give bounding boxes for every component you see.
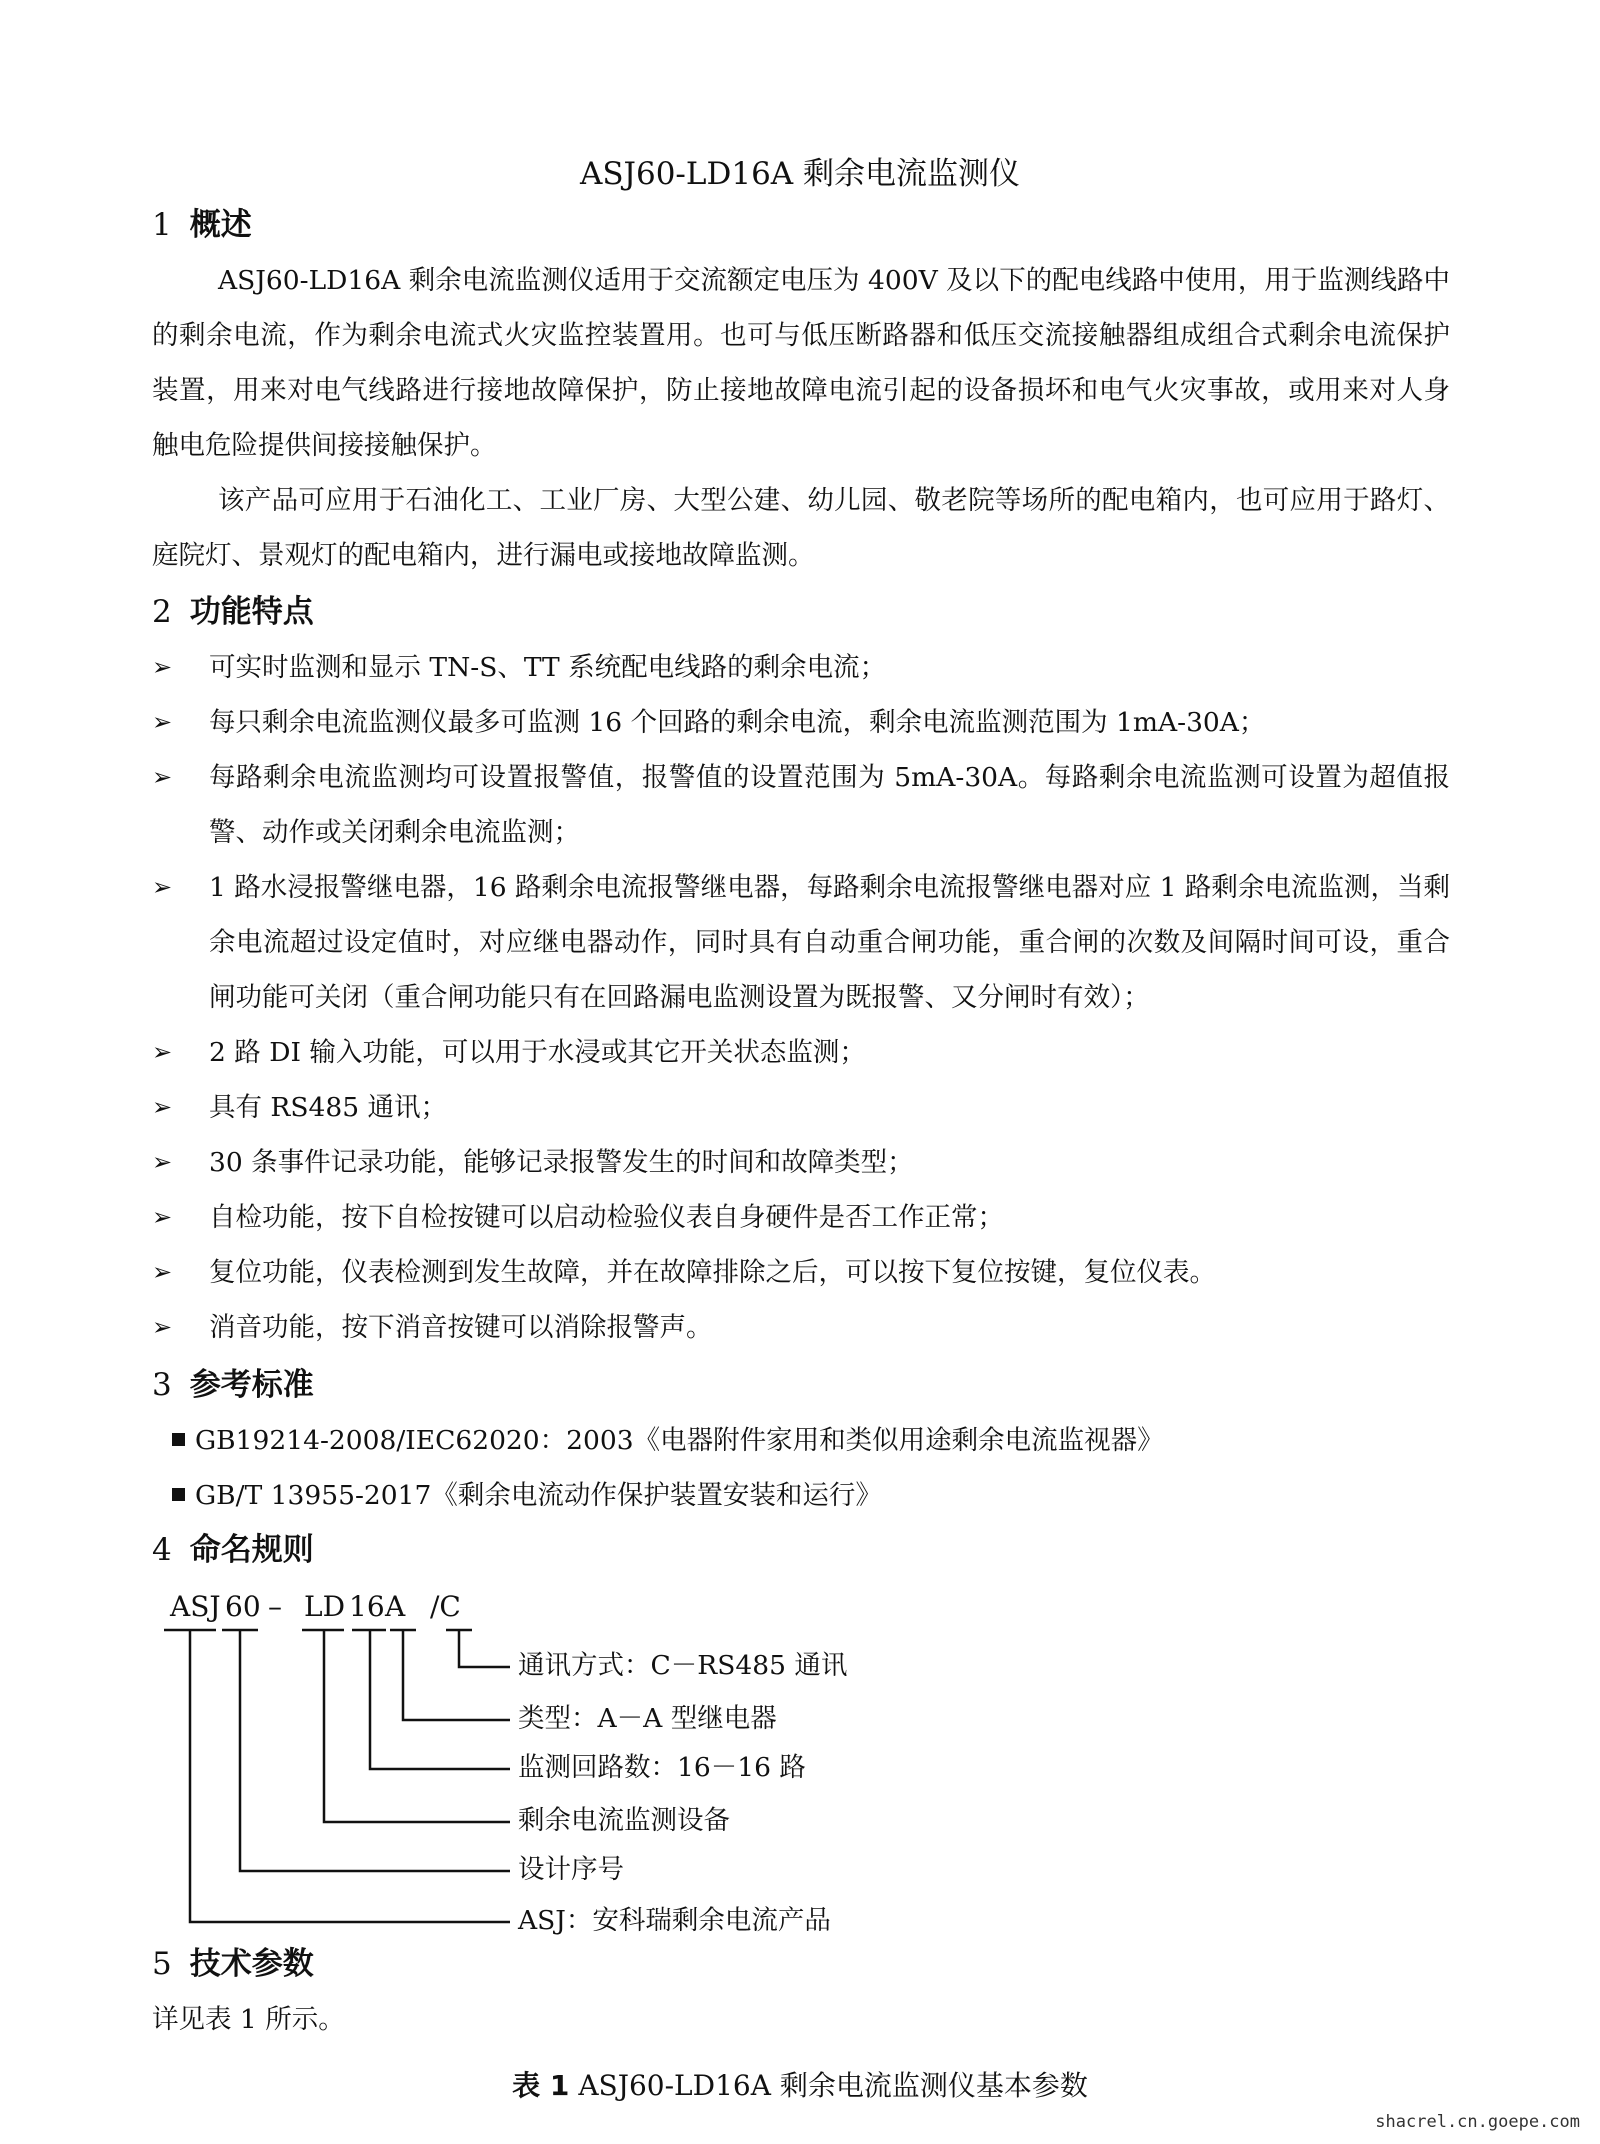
feature-text: 30 条事件记录功能，能够记录报警发生的时间和故障类型；	[209, 1147, 914, 1178]
bullet-arrow-icon: ➢	[152, 1313, 173, 1341]
feature-text: 具有 RS485 通讯；	[209, 1092, 448, 1123]
feature-text: 每只剩余电流监测仪最多可监测 16 个回路的剩余电流，剩余电流监测范围为 1mA-30A；	[209, 707, 1266, 738]
bullet-arrow-icon: ➢	[152, 1203, 173, 1231]
overview-paragraph-1: ASJ60-LD16A 剩余电流监测仪适用于交流额定电压为 400V 及以下的配电线路中使用，用于监测线路中的剩余电流，作为剩余电流式火灾监控装置用。也可与低压断路器和低压交流接触器组成组合式剩余电流保护装置，用来对电气线路进行接地故障保护，防止接地故障电流引起的设备损坏和电气火灾事故，或用来对人身触电危险提供间接接触保护。	[152, 265, 1450, 461]
feature-text: 每路剩余电流监测均可设置报警值，报警值的设置范围为 5mA-30A。每路剩余电流监测可设置为超值报警、动作或关闭剩余电流监测；	[209, 762, 1450, 848]
bullet-arrow-icon: ➢	[152, 763, 173, 791]
naming-label-brand: ASJ：安科瑞剩余电流产品	[518, 1905, 831, 1936]
code-part-a: A	[385, 1590, 406, 1623]
section-title: 技术参数	[189, 1946, 314, 1982]
section-title: 参考标准	[189, 1367, 314, 1403]
feature-text: 1 路水浸报警继电器，16 路剩余电流报警继电器，每路剩余电流报警继电器对应 1 路剩余电流监测，当剩余电流超过设定值时，对应继电器动作，同时具有自动重合闸功能，重合闸的次数及间隔时间可设，重合闸功能可关闭（重合闸功能只有在回路漏电监测设置为既报警、又分闸时有效）；	[209, 872, 1450, 1013]
feature-text: 自检功能，按下自检按键可以启动检验仪表自身硬件是否工作正常；	[209, 1202, 1004, 1233]
tech-intro-text: 详见表 1 所示。	[152, 2004, 345, 2035]
code-part-dash: –	[268, 1590, 282, 1623]
bullet-arrow-icon: ➢	[152, 653, 173, 681]
bullet-arrow-icon: ➢	[152, 708, 173, 736]
bullet-arrow-icon: ➢	[152, 873, 173, 901]
feature-text: 可实时监测和显示 TN-S、TT 系统配电线路的剩余电流；	[209, 652, 887, 683]
code-part-c: /C	[430, 1590, 461, 1623]
document-title: ASJ60-LD16A 剩余电流监测仪	[579, 156, 1021, 192]
section-number: 5	[152, 1946, 172, 1982]
bullet-arrow-icon: ➢	[152, 1093, 173, 1121]
feature-text: 消音功能，按下消音按键可以消除报警声。	[209, 1312, 713, 1343]
section-heading-tech-params	[152, 1942, 314, 1986]
section-title: 概述	[189, 207, 252, 243]
feature-text: 复位功能，仪表检测到发生故障，并在故障排除之后，可以按下复位按键，复位仪表。	[209, 1257, 1216, 1288]
code-part-60: 60	[225, 1590, 261, 1623]
bullet-arrow-icon: ➢	[152, 1148, 173, 1176]
section-title: 功能特点	[189, 594, 314, 630]
section-title: 命名规则	[189, 1532, 314, 1568]
feature-text: 2 路 DI 输入功能，可以用于水浸或其它开关状态监测；	[209, 1037, 866, 1068]
naming-label-type: 类型：A－A 型继电器	[518, 1703, 777, 1734]
naming-label-circuits: 监测回路数：16－16 路	[518, 1752, 806, 1783]
standard-text: GB19214-2008/IEC62020：2003《电器附件家用和类似用途剩余电流监视器》	[195, 1425, 1164, 1456]
bullet-arrow-icon: ➢	[152, 1038, 173, 1066]
overview-paragraph-2: 该产品可应用于石油化工、工业厂房、大型公建、幼儿园、敬老院等场所的配电箱内，也可应用于路灯、庭院灯、景观灯的配电箱内，进行漏电或接地故障监测。	[152, 485, 1450, 571]
section-number: 1	[152, 207, 172, 243]
section-number: 2	[152, 594, 172, 630]
code-part-ld: LD	[304, 1590, 346, 1623]
code-part-asj: ASJ	[170, 1590, 221, 1623]
bullet-arrow-icon: ➢	[152, 1258, 173, 1286]
table-caption	[0, 2064, 1600, 2108]
standard-text: GB/T 13955-2017《剩余电流动作保护装置安装和运行》	[195, 1480, 882, 1511]
naming-label-design-number: 设计序号	[518, 1854, 624, 1885]
section-number: 4	[152, 1532, 172, 1568]
watermark: shacrel.cn.goepe.com	[1375, 2112, 1580, 2132]
naming-label-device: 剩余电流监测设备	[518, 1805, 730, 1836]
code-part-16: 16	[349, 1590, 385, 1623]
caption-label: 表 1	[512, 2069, 570, 2102]
caption-text: ASJ60-LD16A 剩余电流监测仪基本参数	[578, 2069, 1088, 2102]
section-number: 3	[152, 1367, 172, 1403]
naming-label-communication: 通讯方式：C－RS485 通讯	[518, 1650, 848, 1681]
